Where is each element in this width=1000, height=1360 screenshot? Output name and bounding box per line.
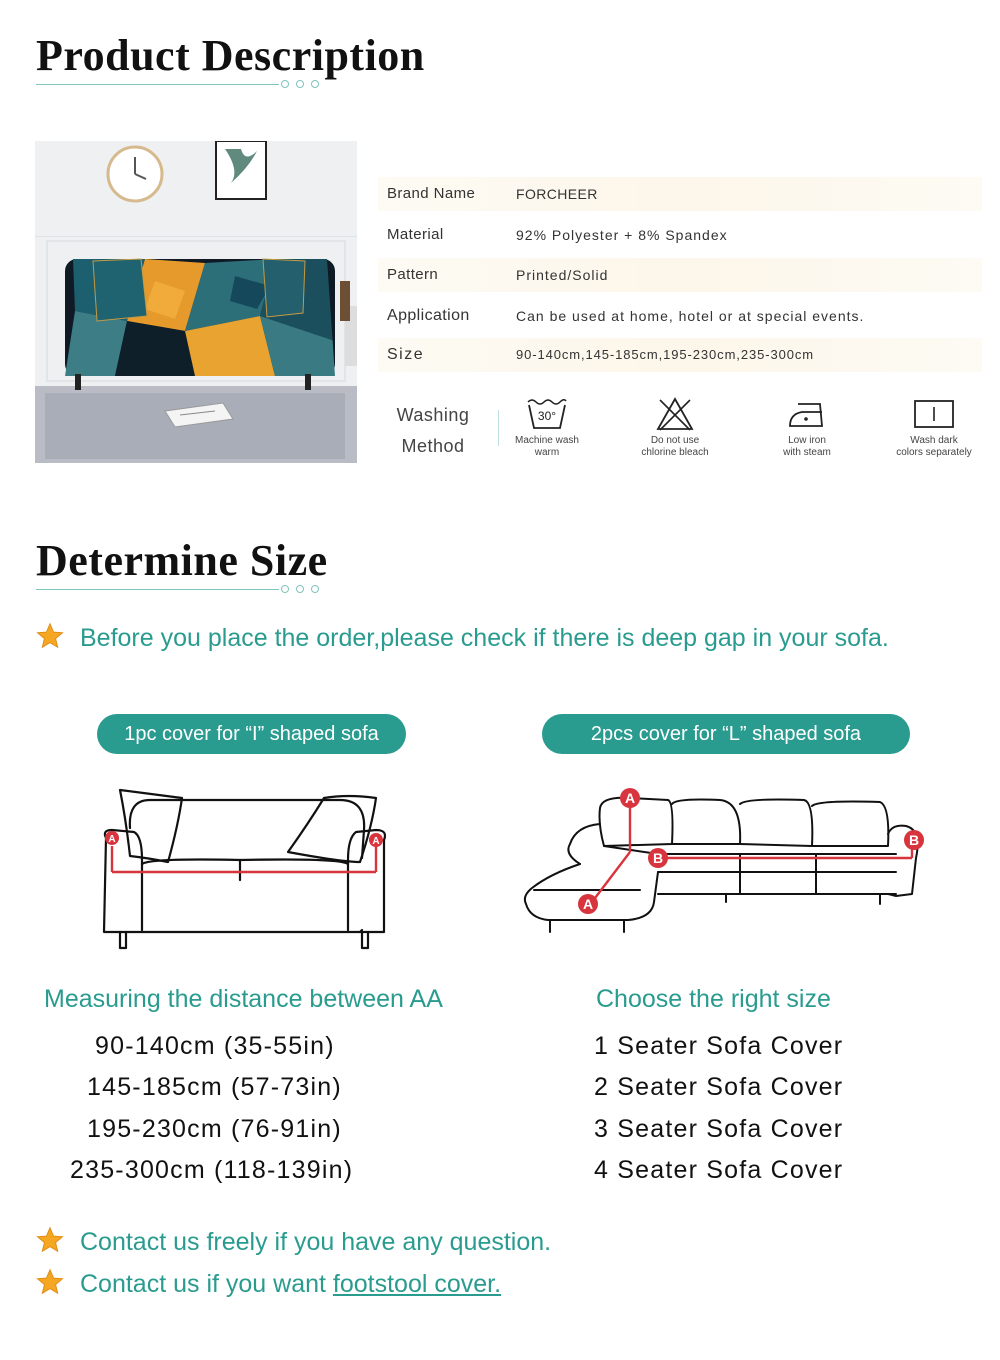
wall-frame (216, 141, 266, 199)
marker-label: A (582, 896, 594, 912)
caption-line: with steam (783, 447, 831, 458)
marker-b-left (648, 848, 668, 868)
marker-label: B (908, 832, 920, 848)
marker-b-right (904, 830, 924, 850)
star-icon (36, 1268, 64, 1296)
washing-method-label (385, 400, 481, 462)
wash-item-dark (879, 396, 989, 459)
caption-line: warm (534, 447, 560, 458)
wall-clock (108, 147, 162, 201)
machine-wash-icon (524, 396, 570, 432)
product-photo (35, 141, 357, 463)
wash-caption (752, 435, 862, 459)
tip-text: Contact us if you want (80, 1270, 333, 1298)
l-shaped-sofa-diagram (520, 784, 932, 944)
i-shaped-sofa-diagram (90, 780, 400, 955)
wash-item-machine (492, 396, 602, 459)
spec-label: Material (387, 226, 444, 243)
spec-row-material (378, 218, 982, 252)
size-range: 195-230cm (76-91in) (87, 1115, 342, 1143)
size-range: 235-300cm (118-139in) (70, 1156, 354, 1184)
spec-value: Printed/Solid (516, 267, 609, 283)
cover-size: 4 Seater Sofa Cover (594, 1156, 844, 1184)
sofa-illustration (65, 259, 335, 390)
marker-a-top (620, 788, 640, 808)
tip-contact (36, 1228, 551, 1257)
tip-text: Before you place the order,please check if there is deep gap in your sofa. (80, 624, 889, 652)
spec-row-pattern (378, 258, 982, 292)
product-description-title: Product Description (36, 31, 425, 80)
caption-line: Wash dark (910, 435, 958, 446)
size-range: 90-140cm (35-55in) (95, 1032, 335, 1060)
spec-value: FORCHEER (516, 186, 598, 202)
wash-caption (879, 435, 989, 459)
cover-size: 2 Seater Sofa Cover (594, 1073, 844, 1101)
wash-item-iron (752, 396, 862, 459)
marker-label: A (372, 836, 380, 847)
right-heading: Choose the right size (596, 985, 831, 1013)
washing-label-line1: Washing (396, 405, 470, 425)
spec-row-application (378, 299, 982, 333)
spec-row-size (378, 338, 982, 372)
spec-row-brand (378, 177, 982, 211)
marker-a-bottom (578, 894, 598, 914)
caption-line: colors separately (896, 447, 972, 458)
spec-label: Application (387, 307, 470, 324)
spec-label: Size (387, 346, 425, 363)
caption-line: chlorine bleach (641, 447, 709, 458)
marker-a-right (369, 833, 383, 847)
caption-line: Do not use (650, 435, 700, 446)
determine-size-title: Determine Size (36, 536, 328, 585)
title-underline (36, 584, 321, 596)
wash-item-bleach (620, 396, 730, 459)
spec-value: 90-140cm,145-185cm,195-230cm,235-300cm (516, 347, 814, 362)
marker-a-left (105, 831, 119, 845)
title-underline (36, 79, 321, 91)
tip-deep-gap (36, 624, 889, 653)
spec-value: Can be used at home, hotel or at special events. (516, 308, 865, 324)
tip-footstool (36, 1270, 501, 1299)
spec-label: Brand Name (387, 185, 476, 202)
no-bleach-icon (652, 396, 698, 432)
wash-caption (492, 435, 602, 459)
cover-size: 1 Seater Sofa Cover (594, 1032, 844, 1060)
caption-line: Machine wash (515, 435, 579, 446)
wash-caption (620, 435, 730, 459)
pill-i-shaped: 1pc cover for “I” shaped sofa (97, 714, 406, 754)
marker-label: A (624, 790, 636, 806)
size-range: 145-185cm (57-73in) (87, 1073, 342, 1101)
tip-text: Contact us freely if you have any question. (80, 1228, 552, 1256)
wash-temp: 30° (537, 409, 557, 423)
wash-dark-icon (911, 396, 957, 432)
marker-label: A (108, 834, 116, 845)
star-icon (36, 622, 64, 650)
star-icon (36, 1226, 64, 1254)
left-heading: Measuring the distance between AA (44, 985, 443, 1013)
marker-label: B (652, 850, 664, 866)
footstool-cover-link[interactable]: footstool cover. (332, 1270, 502, 1298)
spec-value: 92% Polyester + 8% Spandex (516, 227, 728, 243)
washing-label-line2: Method (401, 436, 465, 456)
low-iron-icon (784, 396, 830, 432)
spec-label: Pattern (387, 266, 439, 283)
pill-l-shaped: 2pcs cover for “L” shaped sofa (542, 714, 910, 754)
cover-size: 3 Seater Sofa Cover (594, 1115, 844, 1143)
caption-line: Low iron (788, 435, 826, 446)
